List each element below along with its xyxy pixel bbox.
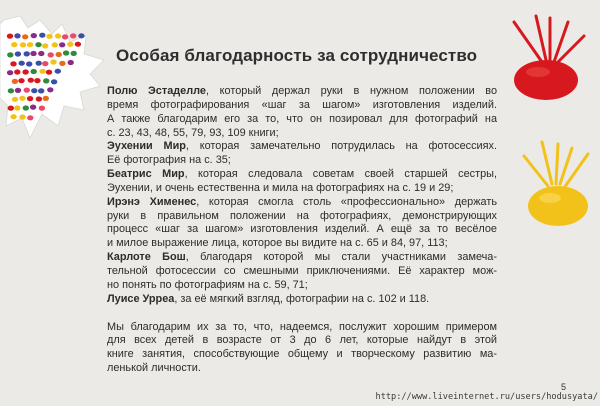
text-segment: , благодаря которой мы стали участниками замеча- [185,251,497,264]
text-segment: ленькой личности. [107,362,201,375]
bead [35,42,41,47]
text-segment: , которая замечательно потрудилась на фотосессиях. [185,140,497,153]
text-line [107,210,497,224]
page-title: Особая благодарность за сотрудничество [116,46,478,65]
text-segment: процесс «шаг за шагом» изготовления изделий. А ещё за то весёлое [107,223,497,236]
paragraph-gap [107,307,497,321]
bead [24,88,30,93]
bead [19,96,25,101]
text-line [107,348,497,362]
bead [8,106,14,111]
text-segment: А также благодарим его за то, что он позировал для фотографий на [107,112,497,125]
text-segment: и милое выражение лица, которое вы видите на с. 65 и 84, 97, 113; [107,237,448,250]
bead [38,88,44,93]
bead [34,78,40,83]
bead [7,34,13,39]
bead [18,78,24,83]
bead [26,61,32,66]
bead [56,52,62,57]
bead [19,61,25,66]
bead [55,69,61,74]
bead [8,88,14,93]
text-line [107,113,497,127]
bead [39,69,45,74]
person-name: Полю Эстаделле [107,85,206,97]
bead [46,70,52,75]
text-segment: время фотографирования «шаг за шагом» изготовления изделий. [107,98,497,111]
person-name: Ирэнэ Хименес [107,195,197,208]
text-line [107,196,497,210]
bead [75,42,81,47]
bead [27,96,33,101]
text-line [107,251,497,265]
text-line [107,265,497,279]
bead [59,61,65,66]
bead [23,105,29,110]
bead [52,42,58,47]
bead [11,42,17,47]
bead [68,60,74,65]
bead [42,43,48,48]
bead [36,61,42,66]
text-segment: , который держал руки в нужном положении во [205,85,497,97]
text-segment: с. 23, 43, 48, 55, 79, 93, 109 книги; [107,126,279,139]
bead [70,33,76,38]
bead [55,33,61,38]
text-line [107,140,497,154]
text-segment: тельной фотосессии со смешными приключениями. Её характер мож- [107,264,497,277]
bead [31,88,37,93]
bead-leaf-icon [0,14,110,142]
text-segment: для всех детей в возрасте от 3 до 6 лет, которые найдут в этой [107,334,497,347]
text-line [107,168,497,182]
bead [14,33,20,38]
person-name: Луисе Уррea [107,292,175,305]
red-clay-ball-icon [506,14,588,100]
bead [15,51,21,56]
bead [12,97,18,102]
bead [67,42,73,47]
watermark-url: http://www.liveinternet.ru/users/hodusyata/ [375,392,598,402]
text-segment: Её фотография на с. 35; [107,154,231,167]
bead [10,114,16,119]
person-name: Эухении Мир [107,140,186,153]
text-segment: Эухении, и очень естественна и мила на фотографиях на с. 19 и 29; [107,181,454,194]
bead [27,42,33,47]
bead [39,106,45,111]
text-line [107,362,497,376]
bead [43,96,49,101]
bead [12,79,18,84]
bead [50,59,56,64]
text-segment: книге занятия, способствующие общему и творческому развитию ма- [107,348,497,361]
bead [38,51,44,56]
text-line [107,321,497,335]
text-segment: , которая следовала советам своей старшей сестры, [184,168,497,181]
bead [24,51,30,56]
text-line [107,99,497,113]
text-line [107,334,497,348]
bead [31,69,37,74]
text-segment: руки в правильном положении на фотографиях, демонстрирующих [107,209,497,222]
text-segment: Мы благодарим их за то, что, надеемся, послужит хорошим примером [107,320,497,333]
bead [36,96,42,101]
bead [63,50,69,55]
person-name: Карлоте Бош [107,251,186,264]
page-number: 5 [561,382,567,392]
bead [71,51,77,56]
bead [51,79,57,84]
bead [42,61,48,66]
bead [22,69,28,74]
text-line [107,127,497,141]
bead [19,114,25,119]
bead [62,34,68,39]
bead [22,34,28,39]
bead [30,51,36,56]
text-line [107,223,497,237]
bead [59,42,65,47]
bead [78,33,84,38]
bead [39,33,45,38]
bead [14,105,20,110]
person-name: Беатрис Мир [107,168,185,181]
text-segment: , за её мягкий взгляд, фотографии на с. 102 и 118. [174,292,430,305]
bead [47,87,53,92]
bead [27,115,33,120]
bead [28,78,34,83]
bead [48,52,54,57]
bead [46,34,52,39]
text-line [107,85,497,99]
text-line [107,182,497,196]
bead [14,69,20,74]
text-segment: , которая смогла столь «профессионально» держать [196,195,497,208]
acknowledgements-text [107,85,497,376]
text-line [107,237,497,251]
text-line [107,154,497,168]
bead [31,33,37,38]
bead [30,105,36,110]
text-line [107,293,497,307]
bead [7,52,13,57]
text-line [107,279,497,293]
bead [43,78,49,83]
bead [15,88,21,93]
text-segment: но понять по фотографиям на с. 59, 71; [107,278,308,291]
yellow-clay-ball-icon [522,140,592,226]
bead [7,70,13,75]
bead [20,42,26,47]
bead [10,61,16,66]
